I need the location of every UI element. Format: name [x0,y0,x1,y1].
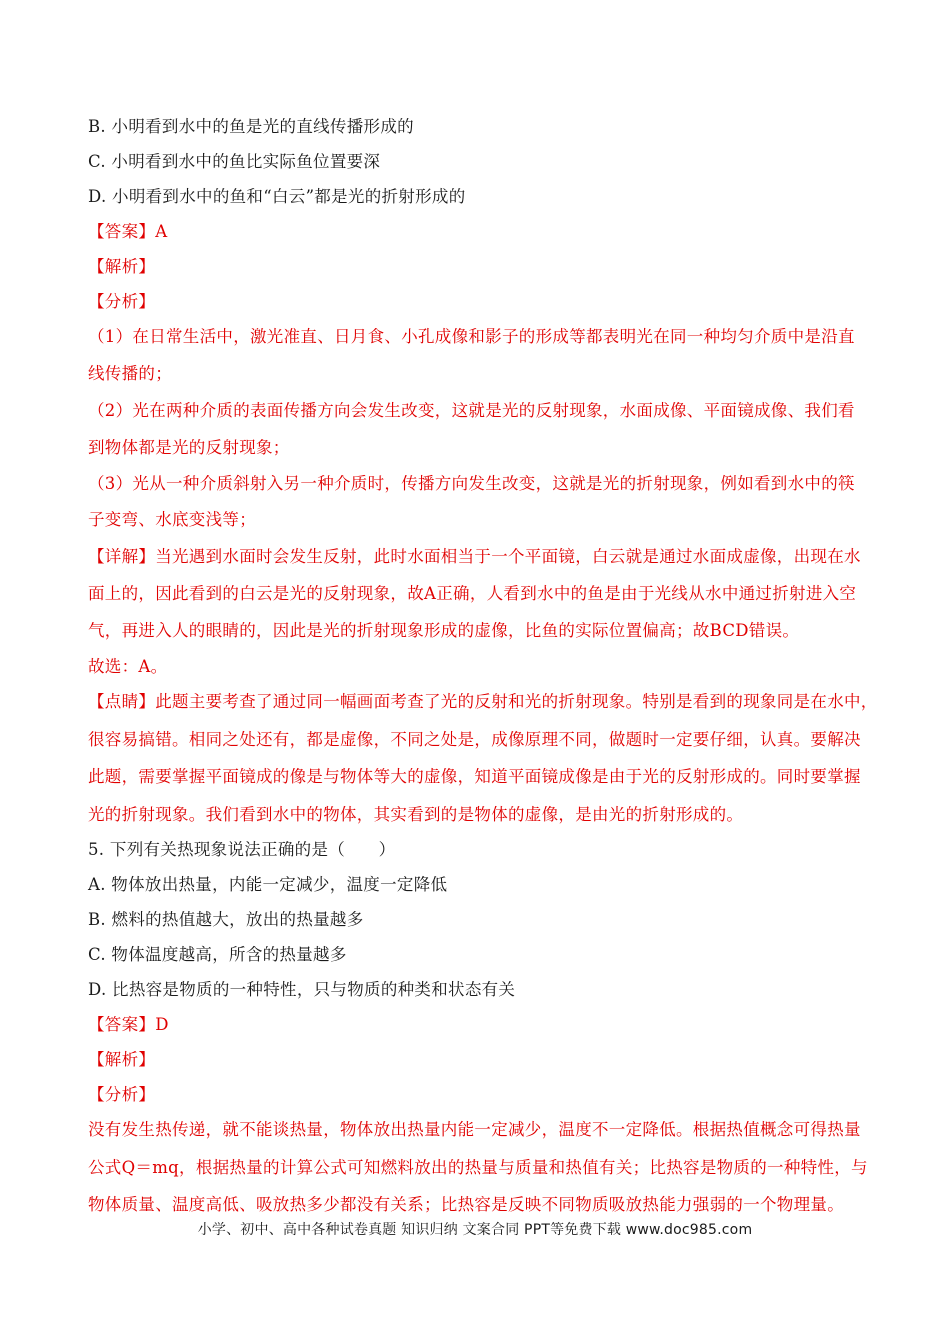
line-6: 【分析】 [88,292,156,311]
page-footer: 小学、初中、高中各种试卷真题 知识归纳 文案合同 PPT等免费下载 www.doc985.com [197,1222,753,1238]
line-3: D. 小明看到水中的鱼和“白云”都是光的折射形成的 [88,187,466,206]
line-23: B. 燃料的热值越大，放出的热量越多 [88,910,364,929]
line-17: 【点睛】此题主要考查了通过同一幅画面考查了光的反射和光的折射现象。特别是看到的现象同是在水中， [88,692,878,711]
line-22: A. 物体放出热量，内能一定减少，温度一定降低 [88,875,448,894]
line-13: 【详解】当光遇到水面时会发生反射，此时水面相当于一个平面镜，白云就是通过水面成虚像，出现在水 [88,547,861,566]
line-29: 没有发生热传递，就不能谈热量，物体放出热量内能一定减少，温度不一定降低。根据热值概念可得热量 [88,1120,861,1139]
line-24: C. 物体温度越高，所含的热量越多 [88,945,347,964]
line-28: 【分析】 [88,1085,156,1104]
line-4: 【答案】A [88,222,168,241]
line-20: 光的折射现象。我们看到水中的物体，其实看到的是物体的虚像，是由光的折射形成的。 [88,805,744,824]
line-5: 【解析】 [88,257,156,276]
line-7: （1）在日常生活中，激光准直、日月食、小孔成像和影子的形成等都表明光在同一种均匀介质中是沿直 [88,327,855,346]
line-1: B. 小明看到水中的鱼是光的直线传播形成的 [88,117,414,136]
line-21: 5. 下列有关热现象说法正确的是（ ） [88,840,396,859]
line-19: 此题，需要掌握平面镜成的像是与物体等大的虚像，知道平面镜成像是由于光的反射形成的。同时要掌握 [88,767,861,786]
line-16: 故选：A。 [88,657,168,676]
line-15: 气，再进入人的眼睛的，因此是光的折射现象形成的虚像，比鱼的实际位置偏高；故BCD错误。 [88,621,800,640]
line-18: 很容易搞错。相同之处还有，都是虚像，不同之处是，成像原理不同，做题时一定要仔细，认真。要解决 [88,730,861,749]
line-12: 子变弯、水底变浅等； [88,510,256,529]
line-31: 物体质量、温度高低、吸放热多少都没有关系；比热容是反映不同物质吸放热能力强弱的一个物理量。 [88,1195,844,1214]
line-14: 面上的，因此看到的白云是光的反射现象，故A正确，人看到水中的鱼是由于光线从水中通过折射进入空 [88,584,857,603]
line-10: 到物体都是光的反射现象； [88,438,290,457]
line-27: 【解析】 [88,1050,156,1069]
line-9: （2）光在两种介质的表面传播方向会发生改变，这就是光的反射现象，水面成像、平面镜成像、我们看 [88,401,855,420]
line-26: 【答案】D [88,1015,169,1034]
line-30: 公式Q＝mq，根据热量的计算公式可知燃料放出的热量与质量和热值有关；比热容是物质的一种特性，与 [88,1158,868,1177]
line-8: 线传播的； [88,364,172,383]
line-11: （3）光从一种介质斜射入另一种介质时，传播方向发生改变，这就是光的折射现象，例如看到水中的筷 [88,474,855,493]
line-2: C. 小明看到水中的鱼比实际鱼位置要深 [88,152,381,171]
line-25: D. 比热容是物质的一种特性，只与物质的种类和状态有关 [88,980,516,999]
